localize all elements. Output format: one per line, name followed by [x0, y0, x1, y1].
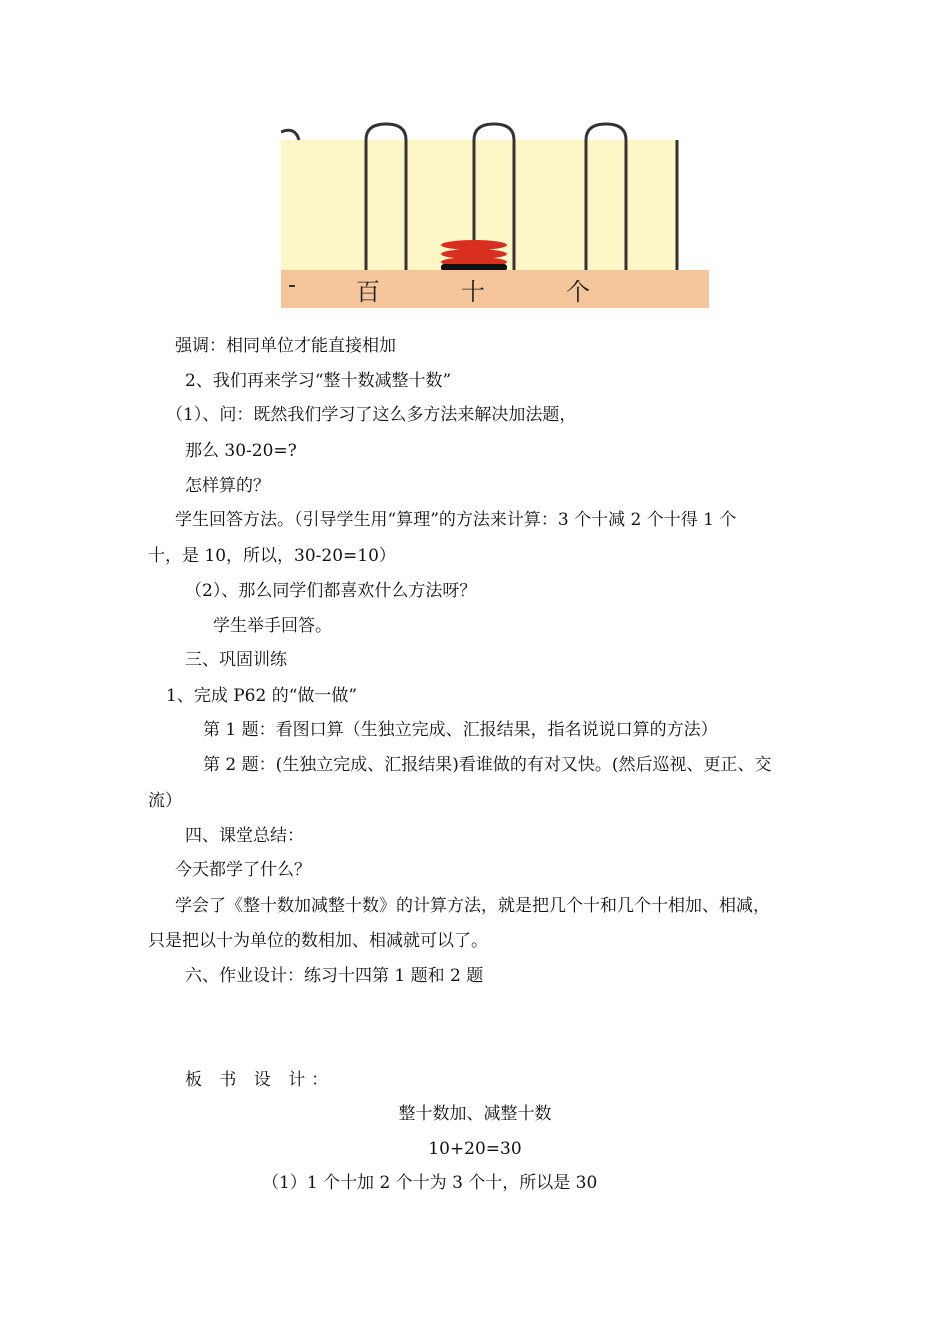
label-tens: 十	[461, 278, 485, 306]
text-line: 四、课堂总结：	[185, 826, 304, 846]
text-line: 十，是 10，所以，30-20=10）	[148, 546, 396, 566]
bead-black	[441, 264, 507, 271]
text-line: 第 2 题：(生独立完成、汇报结果)看谁做的有对又快。(然后巡视、更正、交	[203, 755, 772, 775]
text-line: 三、巩固训练	[185, 650, 287, 670]
text-line: 怎样算的？	[185, 476, 270, 496]
text-line: 只是把以十为单位的数相加、相减就可以了。	[148, 931, 488, 951]
text-line: 今天都学了什么？	[175, 860, 311, 880]
bead-red-1	[441, 240, 507, 250]
text-line: 第 1 题：看图口算（生独立完成、汇报结果，指名说说口算的方法）	[203, 720, 718, 740]
text-line: 学生举手回答。	[213, 616, 332, 636]
text-line: （1）、问：既然我们学习了这么多方法来解决加法题，	[166, 405, 577, 425]
board-equation: 10+20=30	[428, 1139, 522, 1159]
text-line: 2、我们再来学习“整十数减整十数”	[185, 371, 452, 391]
abacus-base	[281, 270, 709, 308]
text-line: 流）	[148, 791, 182, 811]
text-line: 六、作业设计：练习十四第 1 题和 2 题	[185, 966, 484, 986]
abacus-figure	[281, 110, 709, 308]
label-ones: 个	[566, 278, 590, 306]
text-line: 1、完成 P62 的“做一做”	[166, 686, 358, 706]
text-line: 学生回答方法。（引导学生用“算理”的方法来计算：3 个十减 2 个十得 1 个	[175, 510, 737, 530]
board-heading: 板 书 设 计：	[185, 1070, 335, 1090]
board-title: 整十数加、减整十数	[398, 1104, 552, 1124]
board-step-1: （1）1 个十加 2 个十为 3 个十，所以是 30	[262, 1173, 598, 1193]
text-line: 学会了《整十数加减整十数》的计算方法，就是把几个十和几个十相加、相减，	[175, 896, 770, 916]
text-line: 强调：相同单位才能直接相加	[175, 336, 396, 356]
text-line: 那么 30-20=?	[185, 441, 297, 461]
text-line: （2）、那么同学们都喜欢什么方法呀？	[185, 581, 477, 601]
label-hundreds: 百	[356, 278, 380, 306]
